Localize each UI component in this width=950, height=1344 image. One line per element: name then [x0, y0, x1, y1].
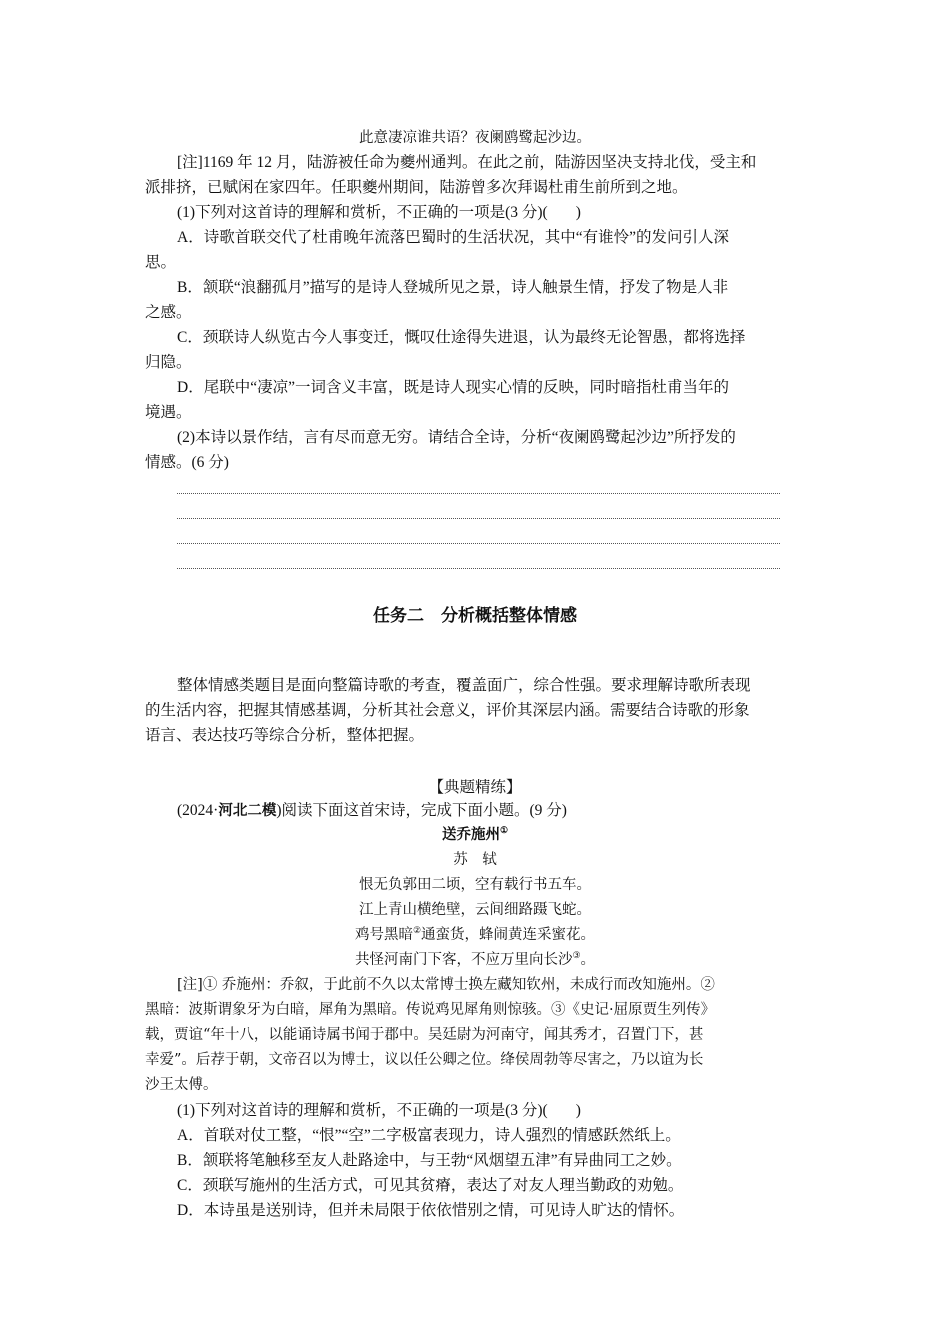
poem-line-3: 鸡号黑暗②通蛮货，蜂闹黄连采蜜花。	[354, 926, 596, 943]
option-d-line-2: 境遇。	[145, 404, 192, 421]
option-b-line-1: B．颔联“浪翻孤月”描写的是诗人登城所见之景，诗人触景生情，抒发了物是人非	[177, 279, 729, 296]
example-note-line-5: 沙王太傅。	[145, 1077, 218, 1093]
note-label: [注]	[177, 154, 203, 171]
option-c-line-1: C．颈联诗人纵览古今人事变迁，慨叹仕途得失进退，认为最终无论智愚，都将选择	[177, 329, 746, 346]
note-line-1	[177, 150, 805, 175]
intro-line-1: 整体情感类题目是面向整篇诗歌的考查，覆盖面广，综合性强。要求理解诗歌所表现	[177, 677, 751, 694]
note-line-2: 派排挤，已赋闲在家四年。任职夔州期间，陆游曾多次拜谒杜甫生前所到之地。	[145, 179, 688, 196]
intro-line-3: 语言、表达技巧等综合分析，整体把握。	[145, 727, 425, 744]
answer-line-1[interactable]	[177, 493, 780, 494]
poem-author: 苏 轼	[453, 852, 497, 868]
poem-line-1: 恨无负郭田二顷，空有载行书五车。	[359, 877, 591, 893]
option-d-line-1: D．尾联中“凄凉”一词含义丰富，既是诗人现实心情的反映，同时暗指杜甫当年的	[177, 379, 729, 396]
poem-line-2: 江上青山横绝壁，云间细路蹑飞蛇。	[359, 902, 591, 918]
poem-line-4: 共怪河南门下客，不应万里向长沙③。	[354, 951, 596, 968]
section-label: 【典题精练】	[428, 779, 522, 796]
example-note-line-3: 载，贾谊“年十八，以能诵诗属书闻于郡中。吴廷尉为河南守，闻其秀才，召置门下，甚	[145, 1027, 704, 1043]
answer-line-3[interactable]	[177, 543, 780, 544]
example-option-b: B．颔联将笔触移至友人赴路途中，与王勃“风烟望五津”有异曲同工之妙。	[177, 1152, 682, 1169]
example-note-line-1: [注]① 乔施州：乔叙，于此前不久以太常博士换左藏知钦州，未成行而改知施州。②	[177, 977, 715, 993]
example-question-1-stem: (1)下列对这首诗的理解和赏析，不正确的一项是(3 分)( )	[177, 1102, 581, 1119]
example-option-c: C．颈联写施州的生活方式，可见其贫瘠，表达了对友人理当勤政的劝勉。	[177, 1177, 684, 1194]
poem-last-line: 此意凄凉谁共语？夜阑鸥鹭起沙边。	[359, 130, 591, 146]
option-c-line-2: 归隐。	[145, 354, 192, 371]
answer-line-2[interactable]	[177, 518, 780, 519]
task-heading: 任务二 分析概括整体情感	[373, 606, 577, 626]
option-a-line-1: A．诗歌首联交代了杜甫晚年流落巴蜀时的生活状况，其中“有谁怜”的发问引人深	[177, 229, 729, 246]
option-b-line-2: 之感。	[145, 304, 192, 321]
example-note-line-2: 黑暗：波斯谓象牙为白暗，犀角为黑暗。传说鸡见犀角则惊骇。③《史记·屈原贾生列传》	[145, 1002, 716, 1018]
note-text-1: 1169 年 12 月，陆游被任命为夔州通判。在此之前，陆游因坚决支持北伐，受主和	[202, 154, 757, 171]
option-a-line-2: 思。	[145, 254, 177, 271]
example-source: (2024·河北二模)阅读下面这首宋诗，完成下面小题。(9 分)	[177, 802, 567, 819]
example-option-d: D．本诗虽是送别诗，但并未局限于依依惜别之情，可见诗人旷达的情怀。	[177, 1202, 685, 1219]
intro-line-2: 的生活内容，把握其情感基调，分析其社会意义，评价其深层内涵。需要结合诗歌的形象	[145, 702, 750, 719]
question-2-line-1: (2)本诗以景作结，言有尽而意无穷。请结合全诗，分析“夜阑鸥鹭起沙边”所抒发的	[177, 429, 736, 446]
question-2-line-2: 情感。(6 分)	[145, 454, 229, 471]
source-name: 河北二模	[218, 803, 277, 819]
poem-title: 送乔施州①	[441, 826, 509, 843]
example-option-a: A．首联对仗工整，“恨”“空”二字极富表现力，诗人强烈的情感跃然纸上。	[177, 1127, 681, 1144]
answer-line-4[interactable]	[177, 568, 780, 569]
question-1-stem: (1)下列对这首诗的理解和赏析，不正确的一项是(3 分)( )	[177, 204, 581, 221]
example-note-line-4: 幸爱”。后荐于朝，文帝召以为博士，议以任公卿之位。绛侯周勃等尽害之，乃以谊为长	[145, 1052, 704, 1068]
